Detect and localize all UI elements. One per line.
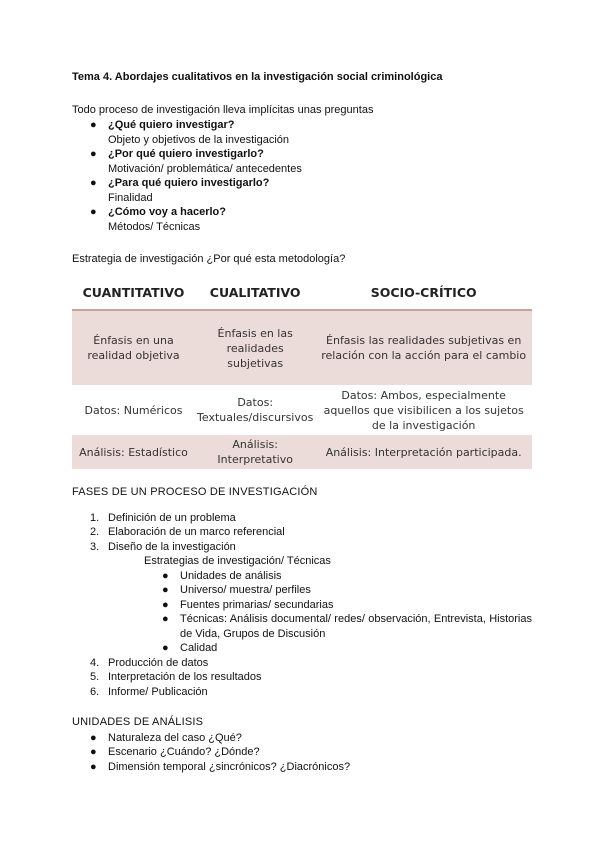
list-item bbox=[72, 760, 532, 775]
list-item bbox=[72, 205, 532, 234]
list-item bbox=[72, 511, 532, 526]
table-cell: Análisis: Estadístico bbox=[72, 435, 195, 469]
bullet-icon: ● bbox=[90, 148, 97, 160]
item-number: 4. bbox=[90, 656, 100, 669]
item-text: Definición de un problema bbox=[108, 511, 236, 524]
item-text: Universo/ muestra/ perfiles bbox=[180, 584, 311, 596]
list-item bbox=[72, 176, 532, 205]
sub-list bbox=[72, 569, 532, 656]
item-text: Escenario ¿Cuándo? ¿Dónde? bbox=[108, 746, 260, 758]
item-text: Elaboración de un marco referencial bbox=[108, 526, 285, 538]
unidades-list bbox=[72, 731, 532, 775]
item-text: Informe/ Publicación bbox=[108, 685, 208, 698]
list-item bbox=[72, 745, 532, 760]
table-row bbox=[72, 435, 532, 469]
item-text: Técnicas: Análisis documental/ redes/ observación, Entrevista, Historias de Vida, Grupos de Discusión bbox=[180, 613, 532, 640]
fases-heading: FASES DE UN PROCESO DE INVESTIGACIÓN bbox=[72, 486, 318, 498]
table-cell: Análisis: Interpretativo bbox=[195, 435, 315, 469]
strategy-text: Estrategia de investigación ¿Por qué esta metodología? bbox=[72, 253, 346, 265]
list-item bbox=[72, 641, 532, 656]
bullet-icon: ● bbox=[90, 119, 97, 131]
list-item bbox=[72, 656, 532, 671]
list-item bbox=[72, 685, 532, 700]
list-item bbox=[72, 569, 532, 584]
item-text: Fuentes primarias/ secundarias bbox=[180, 598, 334, 611]
answer: Finalidad bbox=[108, 191, 153, 204]
list-item bbox=[72, 540, 532, 555]
list-item bbox=[72, 731, 532, 746]
item-number: 1. bbox=[90, 511, 100, 524]
question: ¿Por qué quiero investigarlo? bbox=[108, 148, 264, 160]
answer: Métodos/ Técnicas bbox=[108, 220, 201, 233]
table-row bbox=[72, 310, 532, 385]
bullet-icon: ● bbox=[162, 584, 169, 596]
bullet-icon: ● bbox=[90, 206, 97, 218]
item-number: 5. bbox=[90, 671, 100, 683]
item-text: Dimensión temporal ¿sincrónicos? ¿Diacrónicos? bbox=[108, 760, 351, 773]
answer: Motivación/ problemática/ antecedentes bbox=[108, 162, 302, 175]
list-item bbox=[72, 147, 532, 176]
header-cualitativo: CUALITATIVO bbox=[195, 277, 315, 311]
item-text: Diseño de la investigación bbox=[108, 540, 236, 553]
bullet-icon: ● bbox=[162, 613, 169, 625]
question: ¿Para qué quiero investigarlo? bbox=[108, 177, 270, 189]
question: ¿Qué quiero investigar? bbox=[108, 119, 235, 131]
item-text: Calidad bbox=[180, 642, 218, 654]
table-row bbox=[72, 385, 532, 435]
list-item bbox=[72, 612, 532, 641]
bullet-icon: ● bbox=[90, 760, 97, 773]
document-page bbox=[72, 70, 532, 774]
item-number: 3. bbox=[90, 540, 100, 553]
list-item bbox=[72, 598, 532, 613]
fases-list bbox=[72, 511, 532, 555]
item-number: 6. bbox=[90, 685, 100, 698]
list-item bbox=[72, 118, 532, 147]
bullet-icon: ● bbox=[162, 569, 169, 582]
page-title: Tema 4. Abordajes cualitativos en la investigación social criminológica bbox=[72, 71, 443, 83]
bullet-icon: ● bbox=[90, 177, 97, 189]
table-cell: Énfasis en una realidad objetiva bbox=[72, 310, 195, 385]
questions-list bbox=[72, 118, 532, 234]
header-cuantitativo: CUANTITATIVO bbox=[72, 277, 195, 311]
fases-list-continued bbox=[72, 656, 532, 700]
item-text: Producción de datos bbox=[108, 656, 209, 669]
table-cell: Datos: Ambos, especialmente aquellos que visibilicen a los sujetos de la investigación bbox=[315, 385, 532, 435]
header-socio-critico: SOCIO-CRÍTICO bbox=[315, 277, 532, 311]
bullet-icon: ● bbox=[162, 598, 169, 611]
question: ¿Cómo voy a hacerlo? bbox=[108, 206, 226, 218]
table-cell: Énfasis las realidades subjetivas en relación con la acción para el cambio bbox=[315, 310, 532, 385]
item-text: Unidades de análisis bbox=[180, 569, 282, 582]
item-number: 2. bbox=[90, 526, 100, 538]
table-cell: Análisis: Interpretación participada. bbox=[315, 435, 532, 469]
table-cell: Datos: Numéricos bbox=[72, 385, 195, 435]
list-item bbox=[72, 583, 532, 598]
list-item bbox=[72, 670, 532, 685]
answer: Objeto y objetivos de la investigación bbox=[108, 133, 289, 146]
unidades-heading: UNIDADES DE ANÁLISIS bbox=[72, 716, 204, 728]
sub-heading: Estrategias de investigación/ Técnicas bbox=[144, 555, 331, 567]
item-text: Naturaleza del caso ¿Qué? bbox=[108, 731, 242, 744]
bullet-icon: ● bbox=[90, 731, 97, 744]
item-text: Interpretación de los resultados bbox=[108, 671, 262, 683]
methodology-table bbox=[72, 277, 532, 470]
intro-text: Todo proceso de investigación lleva implícitas unas preguntas bbox=[72, 103, 374, 116]
table-cell: Datos: Textuales/discursivos bbox=[195, 385, 315, 435]
list-item bbox=[72, 525, 532, 540]
table-cell: Énfasis en las realidades subjetivas bbox=[195, 310, 315, 385]
bullet-icon: ● bbox=[162, 642, 169, 654]
table-header-row bbox=[72, 277, 532, 311]
bullet-icon: ● bbox=[90, 746, 97, 758]
